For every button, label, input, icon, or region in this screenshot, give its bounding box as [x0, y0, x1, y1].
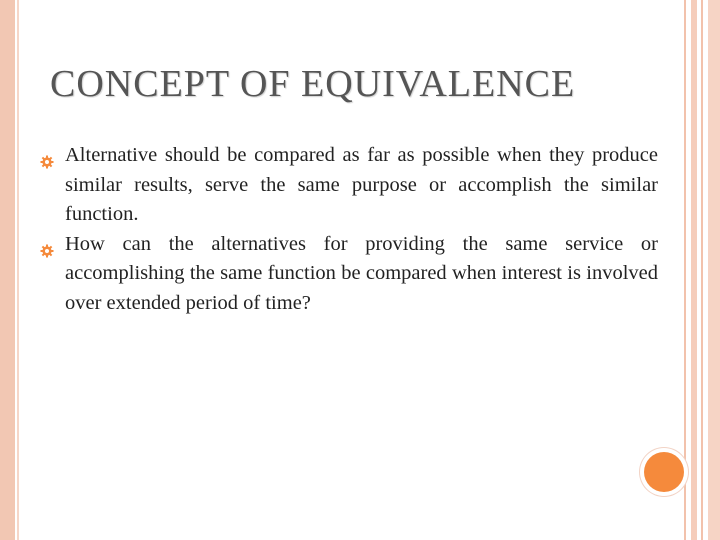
- bullet-text: Alternative should be compared as far as possible when they produce similar results, serve the same purpose or accomplish the similar function.: [65, 144, 658, 225]
- decorative-circle: [640, 448, 688, 496]
- right-decorative-stripe: [708, 0, 720, 540]
- bullet-text: How can the alternatives for providing the same service or accomplishing the same function be compared when interest is involved over extended period of time?: [65, 232, 658, 314]
- left-decorative-border: [0, 0, 15, 540]
- gear-icon: [40, 149, 54, 163]
- slide-title: CONCEPT OF EQUIVALENCE: [50, 63, 576, 105]
- bullet-list: [40, 141, 658, 318]
- bullet-item: [40, 141, 658, 230]
- left-decorative-line: [17, 0, 19, 540]
- gear-icon: [40, 238, 54, 252]
- bullet-item: [40, 230, 658, 319]
- decorative-circle-fill: [644, 452, 684, 492]
- right-decorative-stripe: [701, 0, 703, 540]
- right-decorative-stripe: [691, 0, 697, 540]
